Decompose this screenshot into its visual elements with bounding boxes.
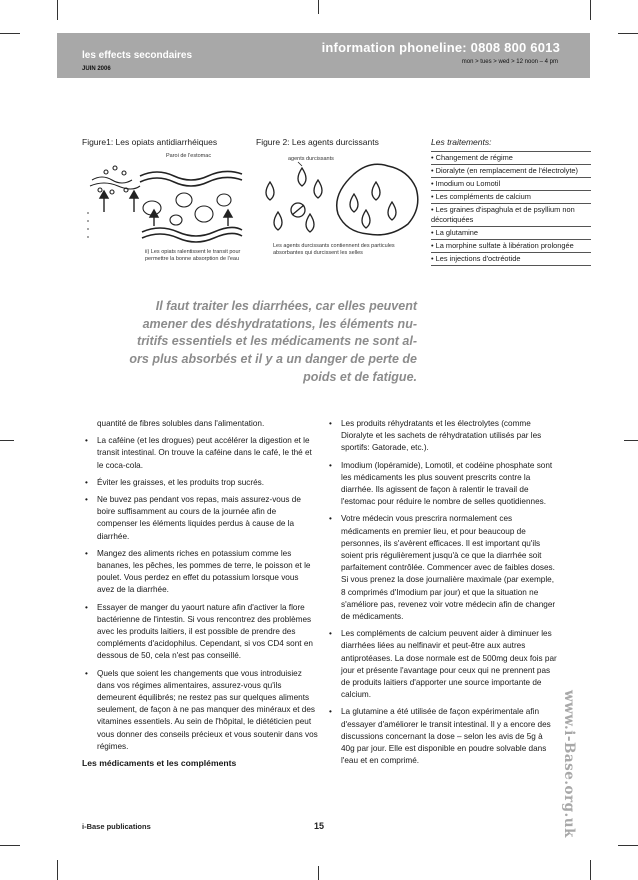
phoneline: information phoneline: 0808 800 6013 [321, 40, 560, 55]
list-item: • La caféine (et les drogues) peut accélérer la digestion et le transit intestinal. On trouve la caféine dans le café, le thé et le coca-cola. [82, 435, 318, 472]
figure2-agents-label: agents durcissants [288, 156, 334, 162]
list-item: • Votre médecin vous prescrira normalement ces médicaments en premier lieu, et pour beaucoup de personnes, ils s'avèrent efficaces. Il est important qu'ils soient pris régulièrement jusqu'à ce que la diarrhée soit parfaitement contrôlée. Commencer avec de faibles doses. Si vous prenez la dose journalière maximale (par exemple, 8 comprimés d'Imodium par jour) et que la situation ne s'améliore pas, revenez voir votre médecin afin de changer de médicaments. [326, 513, 558, 623]
list-item: • Imodium (lopéramide), Lomotil, et codéine phosphate sont les médicaments les plus souvent prescrits contre la diarrhée. Ils agissent de façon à ralentir le travail de l'estomac pour réduire le nombre de selles quotidiennes. [326, 460, 558, 509]
list-item: • Mangez des aliments riches en potassium comme les bananes, les pêches, les pommes de terre, le poisson et le poulet. Vous perdez en effet du potassium lorsque vous avez de la diarrhée. [82, 548, 318, 597]
issue-date: JUIN 2006 [82, 66, 111, 72]
crop-mark [618, 845, 638, 846]
treatment-item: • Changement de régime [431, 151, 591, 164]
list-item: • Éviter les graisses, et les produits trop sucrés. [82, 477, 318, 489]
list-item: • La glutamine a été utilisée de façon expérimentale afin d'essayer d'améliorer le transit intestinal. Il y a encore des discussions concernant la dose – selon les avis de 5g à 40g par jour. Elle est disponible en poudre solvable dans l'eau et en comprimé. [326, 706, 558, 767]
pull-quote: Il faut traiter les diarrhées, car elles peuvent amener des déshydratations, les éléments nu-tritifs essentiels et les médicaments ne sont al-ors plus absorbés et il y a un danger de perte de poids et de fatigue. [129, 299, 417, 384]
treatment-item: • La morphine sulfate à libération prolongée [431, 239, 591, 252]
figure2-title: Figure 2: Les agents durcissants [256, 137, 379, 147]
figure2-illustration [258, 152, 423, 257]
list-item: • Quels que soient les changements que vous introduisiez dans vos régimes alimentaires, assurez-vous qu'ils demeurent équilibrés; ne restez pas sur quelques aliments seulement, de façon à ne pas manquer des minéraux et des vitamines essentiels. Au sein de l'hôpital, le diététicien peut vous donner des conseils précieux et vous soutenir dans vos régimes. [82, 668, 318, 753]
treatment-item: • Imodium ou Lomotil [431, 177, 591, 190]
page-number: 15 [314, 821, 325, 831]
crop-mark [57, 0, 58, 20]
paragraph: quantité de fibres solubles dans l'alimentation. [97, 419, 265, 428]
figure2-caption: Les agents durcissants contiennent des particules absorbantes qui durcissent les selles [273, 243, 395, 257]
crop-mark [318, 0, 319, 14]
right-column [326, 418, 558, 767]
figure1-wall-label: Paroi de l'estomac [166, 153, 212, 159]
publisher-name: i-Base publications [82, 822, 151, 831]
figure1-caption: ii) Les opiats ralentissent le transit pour permettre la bonne absorption de l'eau [145, 249, 241, 263]
treatments-title: Les traitements: [431, 137, 492, 147]
crop-mark [590, 860, 591, 880]
crop-mark [618, 33, 638, 34]
side-url: www.i-Base.org.uk [561, 690, 577, 838]
crop-mark [0, 845, 20, 846]
crop-mark [0, 33, 20, 34]
treatment-item: • Les compléments de calcium [431, 190, 591, 203]
bullet-list [82, 435, 318, 753]
treatment-item: • La glutamine [431, 226, 591, 239]
crop-mark [590, 0, 591, 20]
crop-mark [57, 860, 58, 880]
crop-mark [624, 440, 638, 441]
crop-mark [318, 866, 319, 880]
treatments-list [431, 151, 591, 266]
list-item: • Ne buvez pas pendant vos repas, mais assurez-vous de boire suffisamment au cours de la journée afin de compenser les éléments liquides perdus à cause de la diarrhée. [82, 494, 318, 543]
list-item: • Les produits réhydratants et les électrolytes (comme Dioralyte et les sachets de réhydratation utilisés par les sportifs: Gatorade, etc.). [326, 418, 558, 455]
phoneline-hours: mon > tues > wed > 12 noon – 4 pm [461, 59, 558, 65]
figure1-title: Figure1: Les opiats antidiarrhéiques [82, 137, 218, 147]
treatment-item: • Les injections d'octréotide [431, 252, 591, 266]
left-column [82, 418, 318, 769]
treatment-item: • Dioralyte (en remplacement de l'électrolyte) [431, 164, 591, 177]
treatment-item: • Les graines d'ispaghula et de psyllium non décortiquées [431, 203, 591, 226]
list-item: • Les compléments de calcium peuvent aider à diminuer les diarrhées liées au nelfinavir et peut-être aux autres antiprotéases. La dose normale est de 500mg deux fois par jour et présente l'avantage pour ceux qui ne prennent pas de produits laitiers d'apporter une source importante de calcium. [326, 628, 558, 701]
list-item: • Essayer de manger du yaourt nature afin d'activer la flore bactérienne de l'intestin. Si vous rencontrez des problèmes avec les produits laitiers, il est possible de prendre des compléments d'acidophilus. Cependant, si vos CD4 sont en dessous de 50, cela n'est pas conseillé. [82, 602, 318, 663]
crop-mark [0, 440, 14, 441]
section-title: les effects secondaires [82, 50, 193, 61]
bullet-list [326, 418, 558, 767]
section-subheading: Les médicaments et les compléments [82, 758, 237, 769]
